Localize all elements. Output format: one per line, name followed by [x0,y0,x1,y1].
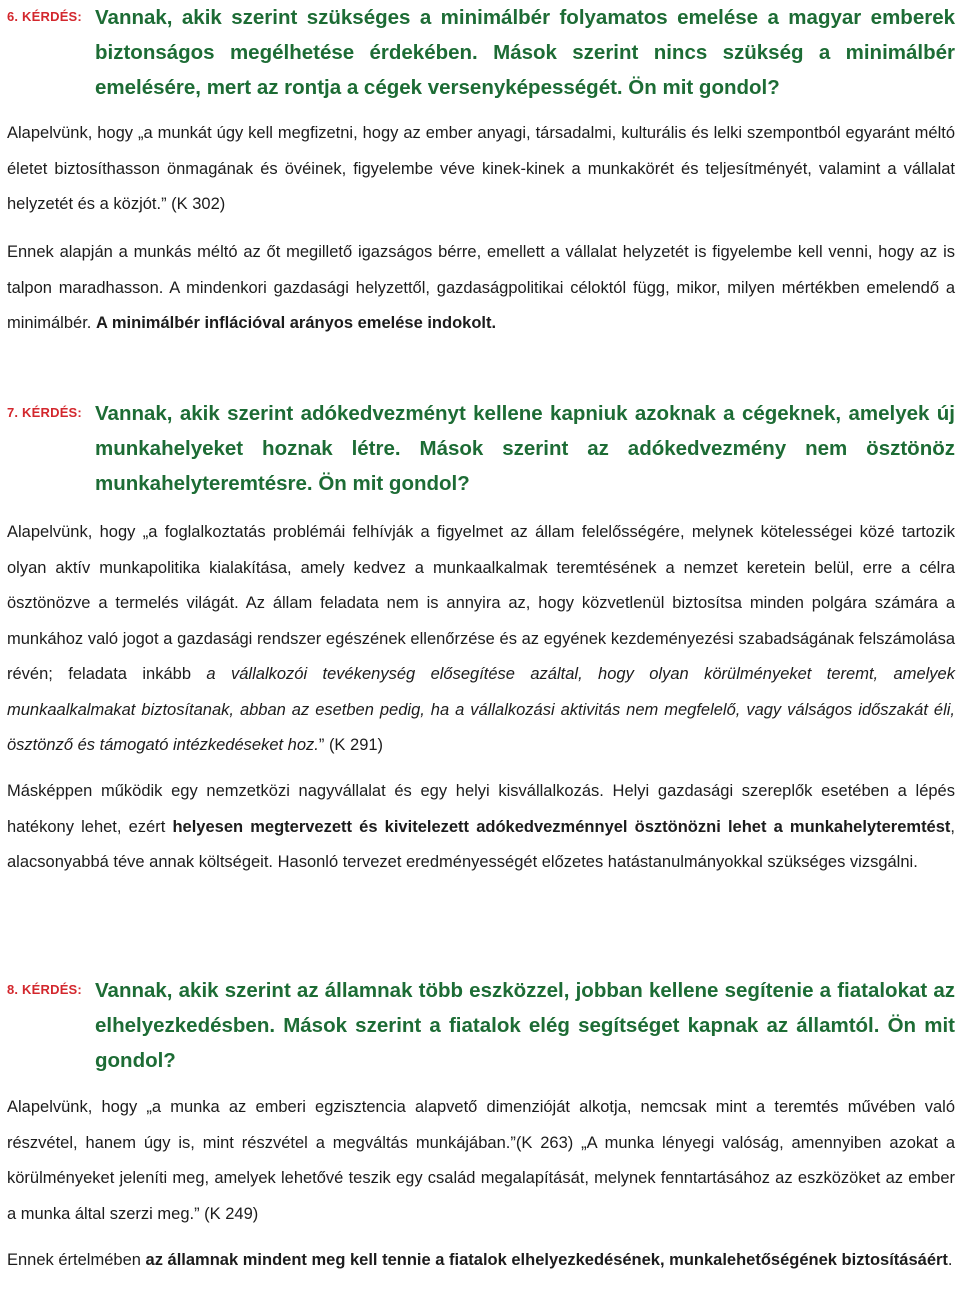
answer-8-position [7,1243,955,1279]
answer-7-position-text-b: , alacsonyabbá téve annak költségeit. Hasonló tervezet eredményességét előzetes hatástanulmányokkal szükséges vizsgálni. [7,817,955,871]
answer-8-principle: Alapelvünk, hogy „a munka az emberi egzisztencia alapvető dimenzióját alkotja, nemcsak mint a teremtés művében való részvétel, hanem úgy is, mint részvétel a megváltás munkájában.”(K 263) „A munka lényegi valóság, amennyiben azokat a körülményeket jeleníti meg, amelyek lehetővé teszik egy család megalapítását, melynek fenntartásához az eszközöket az ember a munka által szerzi meg.” (K 249) [7,1098,955,1223]
question-6 [7,0,955,105]
answer-7-principle-italic: a vállalkozói tevékenység elősegítése azáltal, hogy olyan körülményeket teremt, amelyek munkaalkalmakat biztosítanak, abban az esetben pedig, ha a vállalkozási aktivitás nem megfelelő, vagy válságos időszakát éli, ösztönző és támogató intézkedéseket hoz. [7,665,955,754]
answer-6-principle: Alapelvünk, hogy „a munkát úgy kell megfizetni, hogy az ember anyagi, társadalmi, kulturális és lelki szempontból egyaránt méltó életet biztosíthasson önmagának és övéinek, figyelembe véve kinek-kinek a munkakörét és teljesítményét, valamint a vállalat helyzetét és a közjót.” (K 302) [7,124,955,213]
question-8-text: Vannak, akik szerint az államnak több eszközzel, jobban kellene segítenie a fiatalokat az elhelyezkedésben. Mások szerint a fiatalok elég segítséget kapnak az államtól. Ön mit gondol? [95,979,955,1072]
question-8-label: 8. KÉRDÉS: [7,982,82,997]
question-6-label: 6. KÉRDÉS: [7,9,82,24]
answer-7-reference: ” (K 291) [318,736,384,754]
question-7-text: Vannak, akik szerint adókedvezményt kellene kapniuk azoknak a cégeknek, amelyek új munkahelyeket hoznak létre. Mások szerint az adókedvezmény nem ösztönöz munkahelyteremtésre. Ön mit gondol? [95,402,955,495]
question-7-label: 7. KÉRDÉS: [7,405,82,420]
answer-7-principle [7,515,955,764]
answer-8-position-bold: az államnak mindent meg kell tennie a fiatalok elhelyezkedésének, munkalehetőségének biztosításáért [145,1251,948,1269]
answer-7-position [7,774,955,881]
question-8 [7,973,955,1078]
answer-7-principle-text: Alapelvünk, hogy „a foglalkoztatás problémái felhívják a figyelmet az állam felelősségére, melynek kötelességei közé tartozik olyan aktív munkapolitika kialakítása, amely kedvez a munkaalkalmak teremtésének a nemzet keretein belül, erre a célra ösztönözve a termelés világát. Az állam feladata nem is annyira az, hogy közvetlenül biztosítsa minden polgára számára a munkához való jogot a gazdasági rendszer egészének ellenőrzése és az egyének kezdeményezési szabadságának felszámolása révén; feladata inkább [7,523,955,683]
answer-8-position-text-b: . [947,1251,953,1269]
answer-7-position-text-a: Másképpen működik egy nemzetközi nagyvállalat és egy helyi kisvállalkozás. Helyi gazdasági szereplők esetében a lépés hatékony lehet, ezért [7,782,955,836]
answer-6-position-bold: A minimálbér inflációval arányos emelése indokolt. [95,314,497,332]
answer-6-position-text: Ennek alapján a munkás méltó az őt megillető igazságos bérre, emellett a vállalat helyzetét is figyelembe kell venni, hogy az is talpon maradhasson. A mindenkori gazdasági helyzettől, gazdaságpolitikai céloktól függ, mikor, milyen mértékben emelendő a minimálbér. [7,243,955,332]
question-7 [7,396,955,501]
answer-8-position-text-a: Ennek értelmében [7,1251,141,1269]
answer-7-position-bold: helyesen megtervezett és kivitelezett adókedvezménnyel ösztönözni lehet a munkahelyteremtést [172,817,951,836]
question-6-text: Vannak, akik szerint szükséges a minimálbér folyamatos emelése a magyar emberek biztonságos megélhetése érdekében. Mások szerint nincs szükség a minimálbér emelésére, mert az rontja a cégek versenyképességét. Ön mit gondol? [95,6,955,99]
answer-6-position [7,235,955,342]
